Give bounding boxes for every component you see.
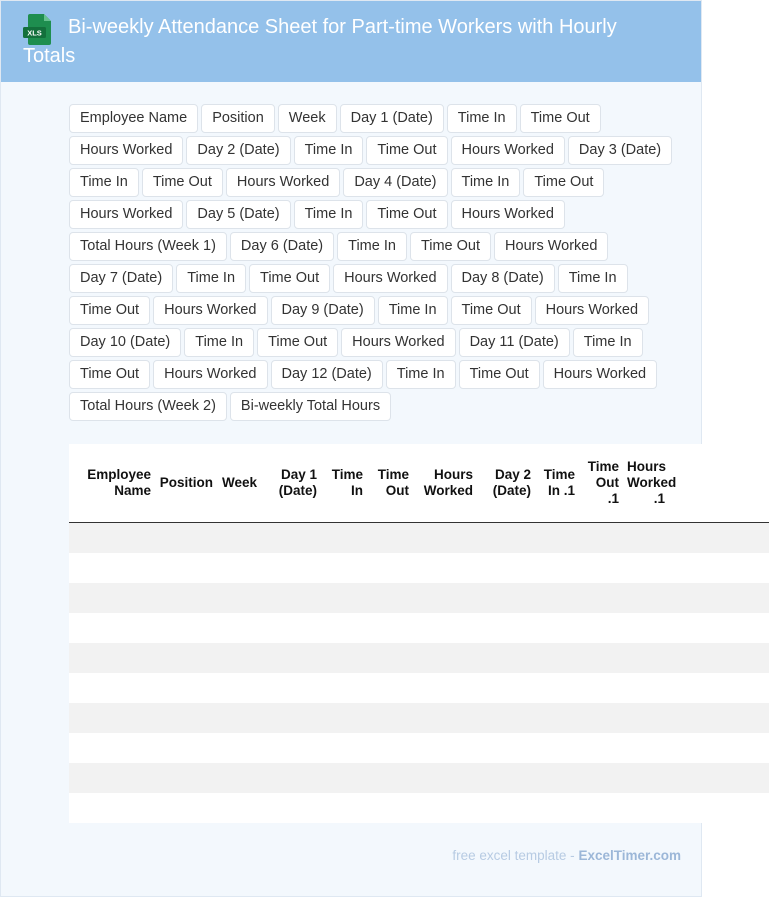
column-chip[interactable]: Time In [294,136,364,165]
column-chip[interactable]: Time Out [410,232,491,261]
table-cell[interactable] [155,673,217,703]
table-cell[interactable] [669,673,769,703]
table-cell[interactable] [623,613,669,643]
page-title: Bi-weekly Attendance Sheet for Part-time Workers with Hourly Totals [23,16,617,67]
table-cell[interactable] [623,793,669,823]
table-cell[interactable] [669,793,769,823]
table-cell[interactable] [669,613,769,643]
table-cell[interactable] [477,763,535,793]
column-chip[interactable]: Time Out [451,296,532,325]
column-chip[interactable]: Bi-weekly Total Hours [230,392,391,421]
column-chip[interactable]: Total Hours (Week 1) [69,232,227,261]
table-row [69,703,769,733]
table-cell[interactable] [413,553,477,583]
table-cell[interactable] [477,703,535,733]
footer-brand-link[interactable]: ExcelTimer.com [578,848,681,863]
table-cell[interactable] [413,793,477,823]
table-cell[interactable] [261,553,321,583]
footer-text: free excel template - [452,848,579,863]
table-cell[interactable] [579,613,623,643]
table-cell[interactable] [535,793,579,823]
column-chip[interactable]: Time In [386,360,456,389]
table-row [69,673,769,703]
table-cell[interactable] [321,793,367,823]
table-cell[interactable] [413,673,477,703]
table-cell[interactable] [261,793,321,823]
table-cell[interactable] [367,733,413,763]
table-cell[interactable] [413,643,477,673]
table-cell[interactable] [217,793,261,823]
table-cell[interactable] [535,763,579,793]
table-cell[interactable] [217,673,261,703]
column-chip[interactable]: Hours Worked [69,136,183,165]
table-cell[interactable] [217,733,261,763]
column-header: Week [217,444,261,523]
table-cell[interactable] [623,583,669,613]
column-header: Time Out .1 [579,444,623,523]
table-cell[interactable] [217,553,261,583]
table-cell[interactable] [623,553,669,583]
table-cell[interactable] [69,763,155,793]
table-cell[interactable] [413,583,477,613]
column-chip[interactable]: Time In [573,328,643,357]
column-chip[interactable]: Day 4 (Date) [343,168,447,197]
table-cell[interactable] [579,673,623,703]
column-header: Position [155,444,217,523]
table-cell[interactable] [69,733,155,763]
table-cell[interactable] [69,673,155,703]
table-cell[interactable] [217,703,261,733]
table-cell[interactable] [217,763,261,793]
table-cell[interactable] [579,553,623,583]
table-cell[interactable] [535,673,579,703]
table-cell[interactable] [321,703,367,733]
column-chip[interactable]: Day 5 (Date) [186,200,290,229]
table-cell[interactable] [261,673,321,703]
table-row [69,643,769,673]
column-chip[interactable]: Time In [378,296,448,325]
table-cell[interactable] [155,583,217,613]
table-cell[interactable] [69,613,155,643]
table-cell[interactable] [321,733,367,763]
xls-icon-label: XLS [27,28,42,38]
table-cell[interactable] [477,673,535,703]
table-cell[interactable] [535,613,579,643]
column-chip[interactable]: Time In [447,104,517,133]
column-header: Time In .1 [535,444,579,523]
table-cell[interactable] [669,703,769,733]
column-chip[interactable]: Time Out [142,168,223,197]
table-row [69,523,769,554]
column-chip[interactable]: Day 2 (Date) [186,136,290,165]
table-cell[interactable] [261,613,321,643]
table-cell[interactable] [367,673,413,703]
column-chip[interactable]: Hours Worked [535,296,649,325]
table-row [69,763,769,793]
column-chip[interactable]: Time Out [520,104,601,133]
table-cell[interactable] [623,763,669,793]
table-cell[interactable] [623,703,669,733]
table-row [69,793,769,823]
header-bar [1,1,701,82]
table-cell[interactable] [321,613,367,643]
table-cell[interactable] [579,583,623,613]
column-chip[interactable]: Hours Worked [226,168,340,197]
table-row [69,733,769,763]
table-cell[interactable] [535,643,579,673]
table-cell[interactable] [669,583,769,613]
table-cell[interactable] [261,703,321,733]
table-header-row [69,444,769,523]
column-chip[interactable]: Hours Worked [494,232,608,261]
column-header: Day 2 (Date) [477,444,535,523]
table-cell[interactable] [477,733,535,763]
attendance-table-scroll[interactable] [69,444,679,823]
table-cell[interactable] [155,763,217,793]
table-cell[interactable] [623,673,669,703]
table-cell[interactable] [413,763,477,793]
table-cell[interactable] [535,523,579,554]
column-chip-list [69,104,679,421]
table-cell[interactable] [367,523,413,554]
table-cell[interactable] [669,643,769,673]
column-chip[interactable]: Time Out [69,360,150,389]
table-cell[interactable] [579,793,623,823]
table-cell[interactable] [155,793,217,823]
table-cell[interactable] [669,523,769,554]
attendance-table [69,444,769,823]
column-chip[interactable]: Time Out [459,360,540,389]
column-chip[interactable]: Day 6 (Date) [230,232,334,261]
table-cell[interactable] [413,733,477,763]
column-chip[interactable]: Day 9 (Date) [271,296,375,325]
column-chip[interactable]: Time Out [69,296,150,325]
table-cell[interactable] [261,523,321,554]
column-chip[interactable]: Hours Worked [333,264,447,293]
table-cell[interactable] [217,523,261,554]
table-cell[interactable] [477,793,535,823]
table-cell[interactable] [669,553,769,583]
table-cell[interactable] [535,583,579,613]
table-cell[interactable] [69,793,155,823]
table-cell[interactable] [367,583,413,613]
table-cell[interactable] [669,733,769,763]
column-chip[interactable]: Hours Worked [341,328,455,357]
table-cell[interactable] [579,733,623,763]
column-header: Time In [321,444,367,523]
table-cell[interactable] [155,643,217,673]
table-cell[interactable] [155,733,217,763]
column-chip[interactable]: Time In [451,168,521,197]
column-chip[interactable]: Day 3 (Date) [568,136,672,165]
table-cell[interactable] [155,613,217,643]
column-chip[interactable]: Hours Worked [69,200,183,229]
table-cell[interactable] [217,583,261,613]
column-chip[interactable]: Day 7 (Date) [69,264,173,293]
column-header-overflow [669,444,769,523]
table-cell[interactable] [69,583,155,613]
table-row [69,613,769,643]
table-cell[interactable] [69,703,155,733]
column-chip[interactable]: Time In [184,328,254,357]
table-cell[interactable] [579,523,623,554]
column-chip[interactable]: Hours Worked [451,200,565,229]
table-cell[interactable] [261,763,321,793]
column-chip[interactable]: Day 1 (Date) [340,104,444,133]
table-cell[interactable] [321,643,367,673]
table-cell[interactable] [321,523,367,554]
column-header: Hours Worked .1 [623,444,669,523]
column-chip[interactable]: Time Out [523,168,604,197]
table-cell[interactable] [579,763,623,793]
column-header: Employee Name [69,444,155,523]
table-cell[interactable] [367,793,413,823]
column-chip[interactable]: Hours Worked [543,360,657,389]
column-chip[interactable]: Employee Name [69,104,198,133]
table-cell[interactable] [261,583,321,613]
column-header: Time Out [367,444,413,523]
column-chip[interactable]: Time In [69,168,139,197]
table-cell[interactable] [321,763,367,793]
column-chip[interactable]: Time In [337,232,407,261]
column-chip[interactable]: Hours Worked [451,136,565,165]
column-chip[interactable]: Time In [558,264,628,293]
column-chip[interactable]: Time Out [366,200,447,229]
table-cell[interactable] [477,583,535,613]
table-cell[interactable] [261,643,321,673]
column-chip[interactable]: Week [278,104,337,133]
table-cell[interactable] [367,703,413,733]
column-chip[interactable]: Day 10 (Date) [69,328,181,357]
column-chip[interactable]: Time Out [366,136,447,165]
table-cell[interactable] [477,553,535,583]
table-cell[interactable] [623,733,669,763]
table-cell[interactable] [535,553,579,583]
table-cell[interactable] [413,703,477,733]
table-cell[interactable] [155,703,217,733]
table-cell[interactable] [367,763,413,793]
column-chip[interactable]: Time Out [257,328,338,357]
footer [1,848,681,863]
column-chip[interactable]: Day 12 (Date) [271,360,383,389]
table-row [69,583,769,613]
column-header: Day 1 (Date) [261,444,321,523]
table-cell[interactable] [477,643,535,673]
table-cell[interactable] [321,583,367,613]
table-cell[interactable] [155,523,217,554]
column-chip[interactable]: Time Out [249,264,330,293]
table-cell[interactable] [69,553,155,583]
table-cell[interactable] [535,733,579,763]
column-chip[interactable]: Day 11 (Date) [459,328,570,357]
table-cell[interactable] [367,613,413,643]
column-chip[interactable]: Time In [176,264,246,293]
table-cell[interactable] [217,613,261,643]
table-cell[interactable] [535,703,579,733]
column-chip[interactable]: Hours Worked [153,296,267,325]
table-cell[interactable] [367,553,413,583]
table-cell[interactable] [413,613,477,643]
table-cell[interactable] [623,523,669,554]
table-cell[interactable] [69,643,155,673]
table-cell[interactable] [261,733,321,763]
column-chip[interactable]: Hours Worked [153,360,267,389]
column-chip[interactable]: Total Hours (Week 2) [69,392,227,421]
table-cell[interactable] [321,673,367,703]
table-cell[interactable] [413,523,477,554]
table-cell[interactable] [669,763,769,793]
column-chip[interactable]: Day 8 (Date) [451,264,555,293]
table-cell[interactable] [321,553,367,583]
table-cell[interactable] [579,643,623,673]
column-chip[interactable]: Time In [294,200,364,229]
table-cell[interactable] [477,613,535,643]
table-cell[interactable] [155,553,217,583]
column-header: Hours Worked [413,444,477,523]
table-cell[interactable] [217,643,261,673]
table-cell[interactable] [579,703,623,733]
table-cell[interactable] [477,523,535,554]
column-chip[interactable]: Position [201,104,275,133]
table-row [69,553,769,583]
table-cell[interactable] [69,523,155,554]
table-cell[interactable] [367,643,413,673]
table-cell[interactable] [623,643,669,673]
